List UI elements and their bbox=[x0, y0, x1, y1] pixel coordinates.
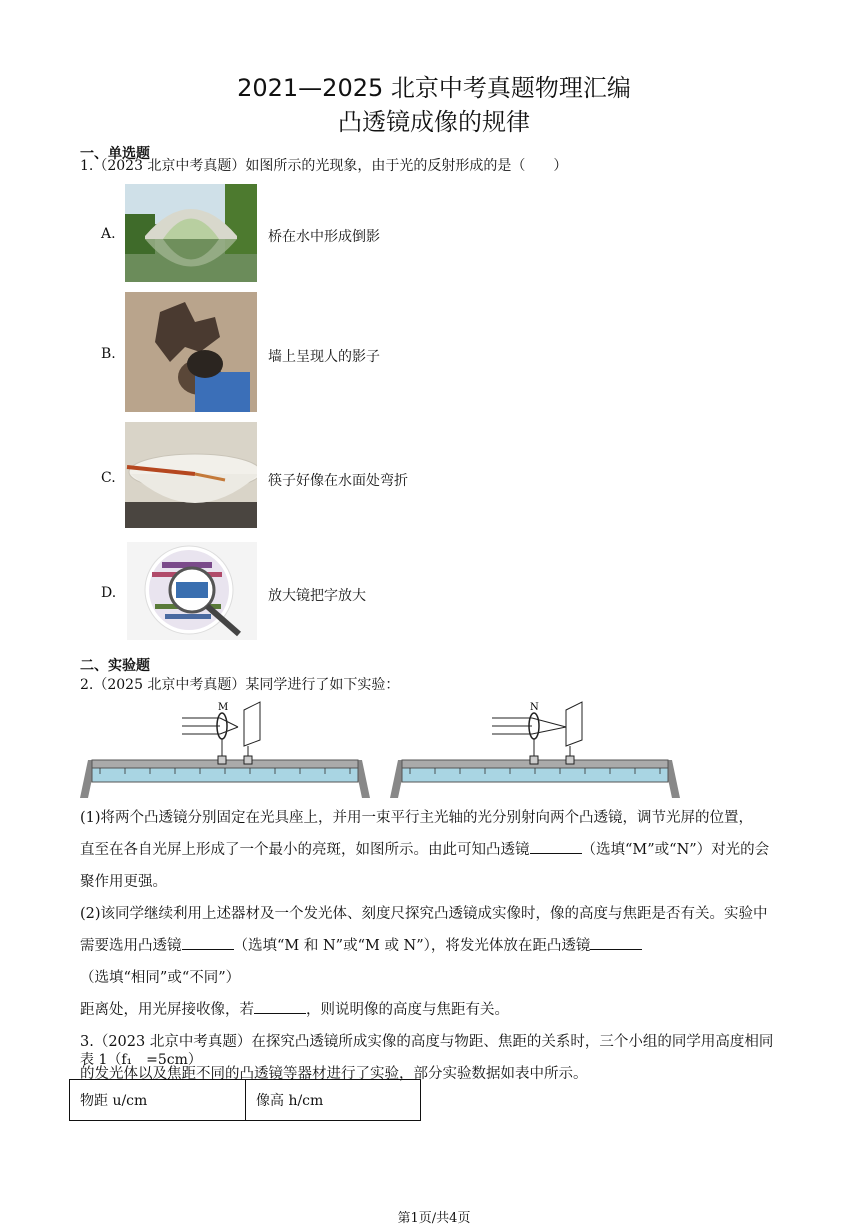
page-footer: 第1页/共4页 bbox=[397, 1211, 471, 1226]
column-header-object-distance: 物距 u/cm bbox=[70, 1080, 246, 1121]
option-c-text: 筷子好像在水面处弯折 bbox=[268, 473, 408, 489]
optical-bench-figure bbox=[80, 700, 690, 802]
q2-p2-text-d: 距离处，用光屏接收像，若 bbox=[80, 1002, 254, 1018]
q2-p1-hint: （选填“M”或“N”）对光的会 bbox=[581, 842, 770, 858]
hand-shadow-photo bbox=[125, 292, 257, 412]
optical-bench-left bbox=[80, 702, 370, 798]
q2-p1-line1: (1)将两个凸透镜分别固定在光具座上，并用一束平行主光轴的光分别射向两个凸透镜，调节光屏的位置， bbox=[80, 810, 754, 826]
question-2-stem: 2.（2025 北京中考真题）某同学进行了如下实验： bbox=[80, 677, 400, 693]
option-d-letter: D. bbox=[101, 585, 117, 601]
q2-p2-line2 bbox=[80, 930, 800, 994]
option-a-letter: A. bbox=[101, 226, 116, 242]
question-2-part-1 bbox=[80, 802, 800, 1090]
answer-blank-3[interactable] bbox=[590, 933, 642, 950]
lens-n-label: N bbox=[530, 702, 539, 713]
magnifier-data-photo bbox=[127, 542, 257, 640]
optical-bench-right bbox=[390, 702, 680, 798]
page-subtitle: 凸透镜成像的规律 bbox=[338, 108, 530, 136]
q2-p1-line2 bbox=[80, 834, 800, 866]
q2-p1-text: 直至在各自光屏上形成了一个最小的亮斑，如图所示。由此可知凸透镜 bbox=[80, 842, 530, 858]
option-c-letter: C. bbox=[101, 470, 116, 486]
option-d-text: 放大镜把字放大 bbox=[268, 588, 366, 604]
q2-p2-line3 bbox=[80, 994, 800, 1026]
q2-p2-text-a: 需要选用凸透镜 bbox=[80, 938, 182, 954]
q3-line2: 的发光体以及焦距不同的凸透镜等器材进行了实验，部分实验数据如表中所示。 bbox=[80, 1066, 588, 1082]
q3-line1: 3.（2023 北京中考真题）在探究凸透镜所成实像的高度与物距、焦距的关系时，三个小组的同学用高度相同 bbox=[80, 1034, 774, 1050]
q2-p2-line1: (2)该同学继续利用上述器材及一个发光体、刻度尺探究凸透镜成实像时，像的高度与焦距是否有关。实验中 bbox=[80, 906, 768, 922]
data-table bbox=[69, 1079, 421, 1121]
table-caption: 表 1（f₁ =5cm） bbox=[80, 1052, 202, 1068]
q2-p2-text-b: （选填“M 和 N”或“M 或 N”），将发光体放在距凸透镜 bbox=[233, 938, 591, 954]
option-b-text: 墙上呈现人的影子 bbox=[268, 349, 380, 365]
bridge-reflection-photo bbox=[125, 184, 257, 282]
lens-m-label: M bbox=[218, 702, 229, 713]
page-title: 2021—2025 北京中考真题物理汇编 bbox=[237, 74, 631, 102]
q2-p2-text-e: ，则说明像的高度与焦距有关。 bbox=[306, 1002, 509, 1018]
option-b-letter: B. bbox=[101, 346, 116, 362]
option-a-text: 桥在水中形成倒影 bbox=[268, 229, 380, 245]
column-header-image-height: 像高 h/cm bbox=[246, 1080, 421, 1121]
section-heading-experiment: 二、实验题 bbox=[80, 658, 150, 674]
q2-p1-line3: 聚作用更强。 bbox=[80, 874, 167, 890]
question-1-stem: 1.（2023 北京中考真题）如图所示的光现象，由于光的反射形成的是（ ） bbox=[80, 158, 568, 174]
answer-blank-2[interactable] bbox=[182, 933, 234, 950]
answer-blank-4[interactable] bbox=[254, 997, 306, 1014]
q2-p2-text-c: （选填“相同”或“不同”） bbox=[80, 970, 241, 986]
section-heading-single-choice: 一、单选题 bbox=[80, 146, 150, 162]
chopsticks-in-bowl-photo bbox=[125, 422, 257, 528]
answer-blank-1[interactable] bbox=[530, 837, 582, 854]
table-header-row bbox=[70, 1080, 421, 1121]
